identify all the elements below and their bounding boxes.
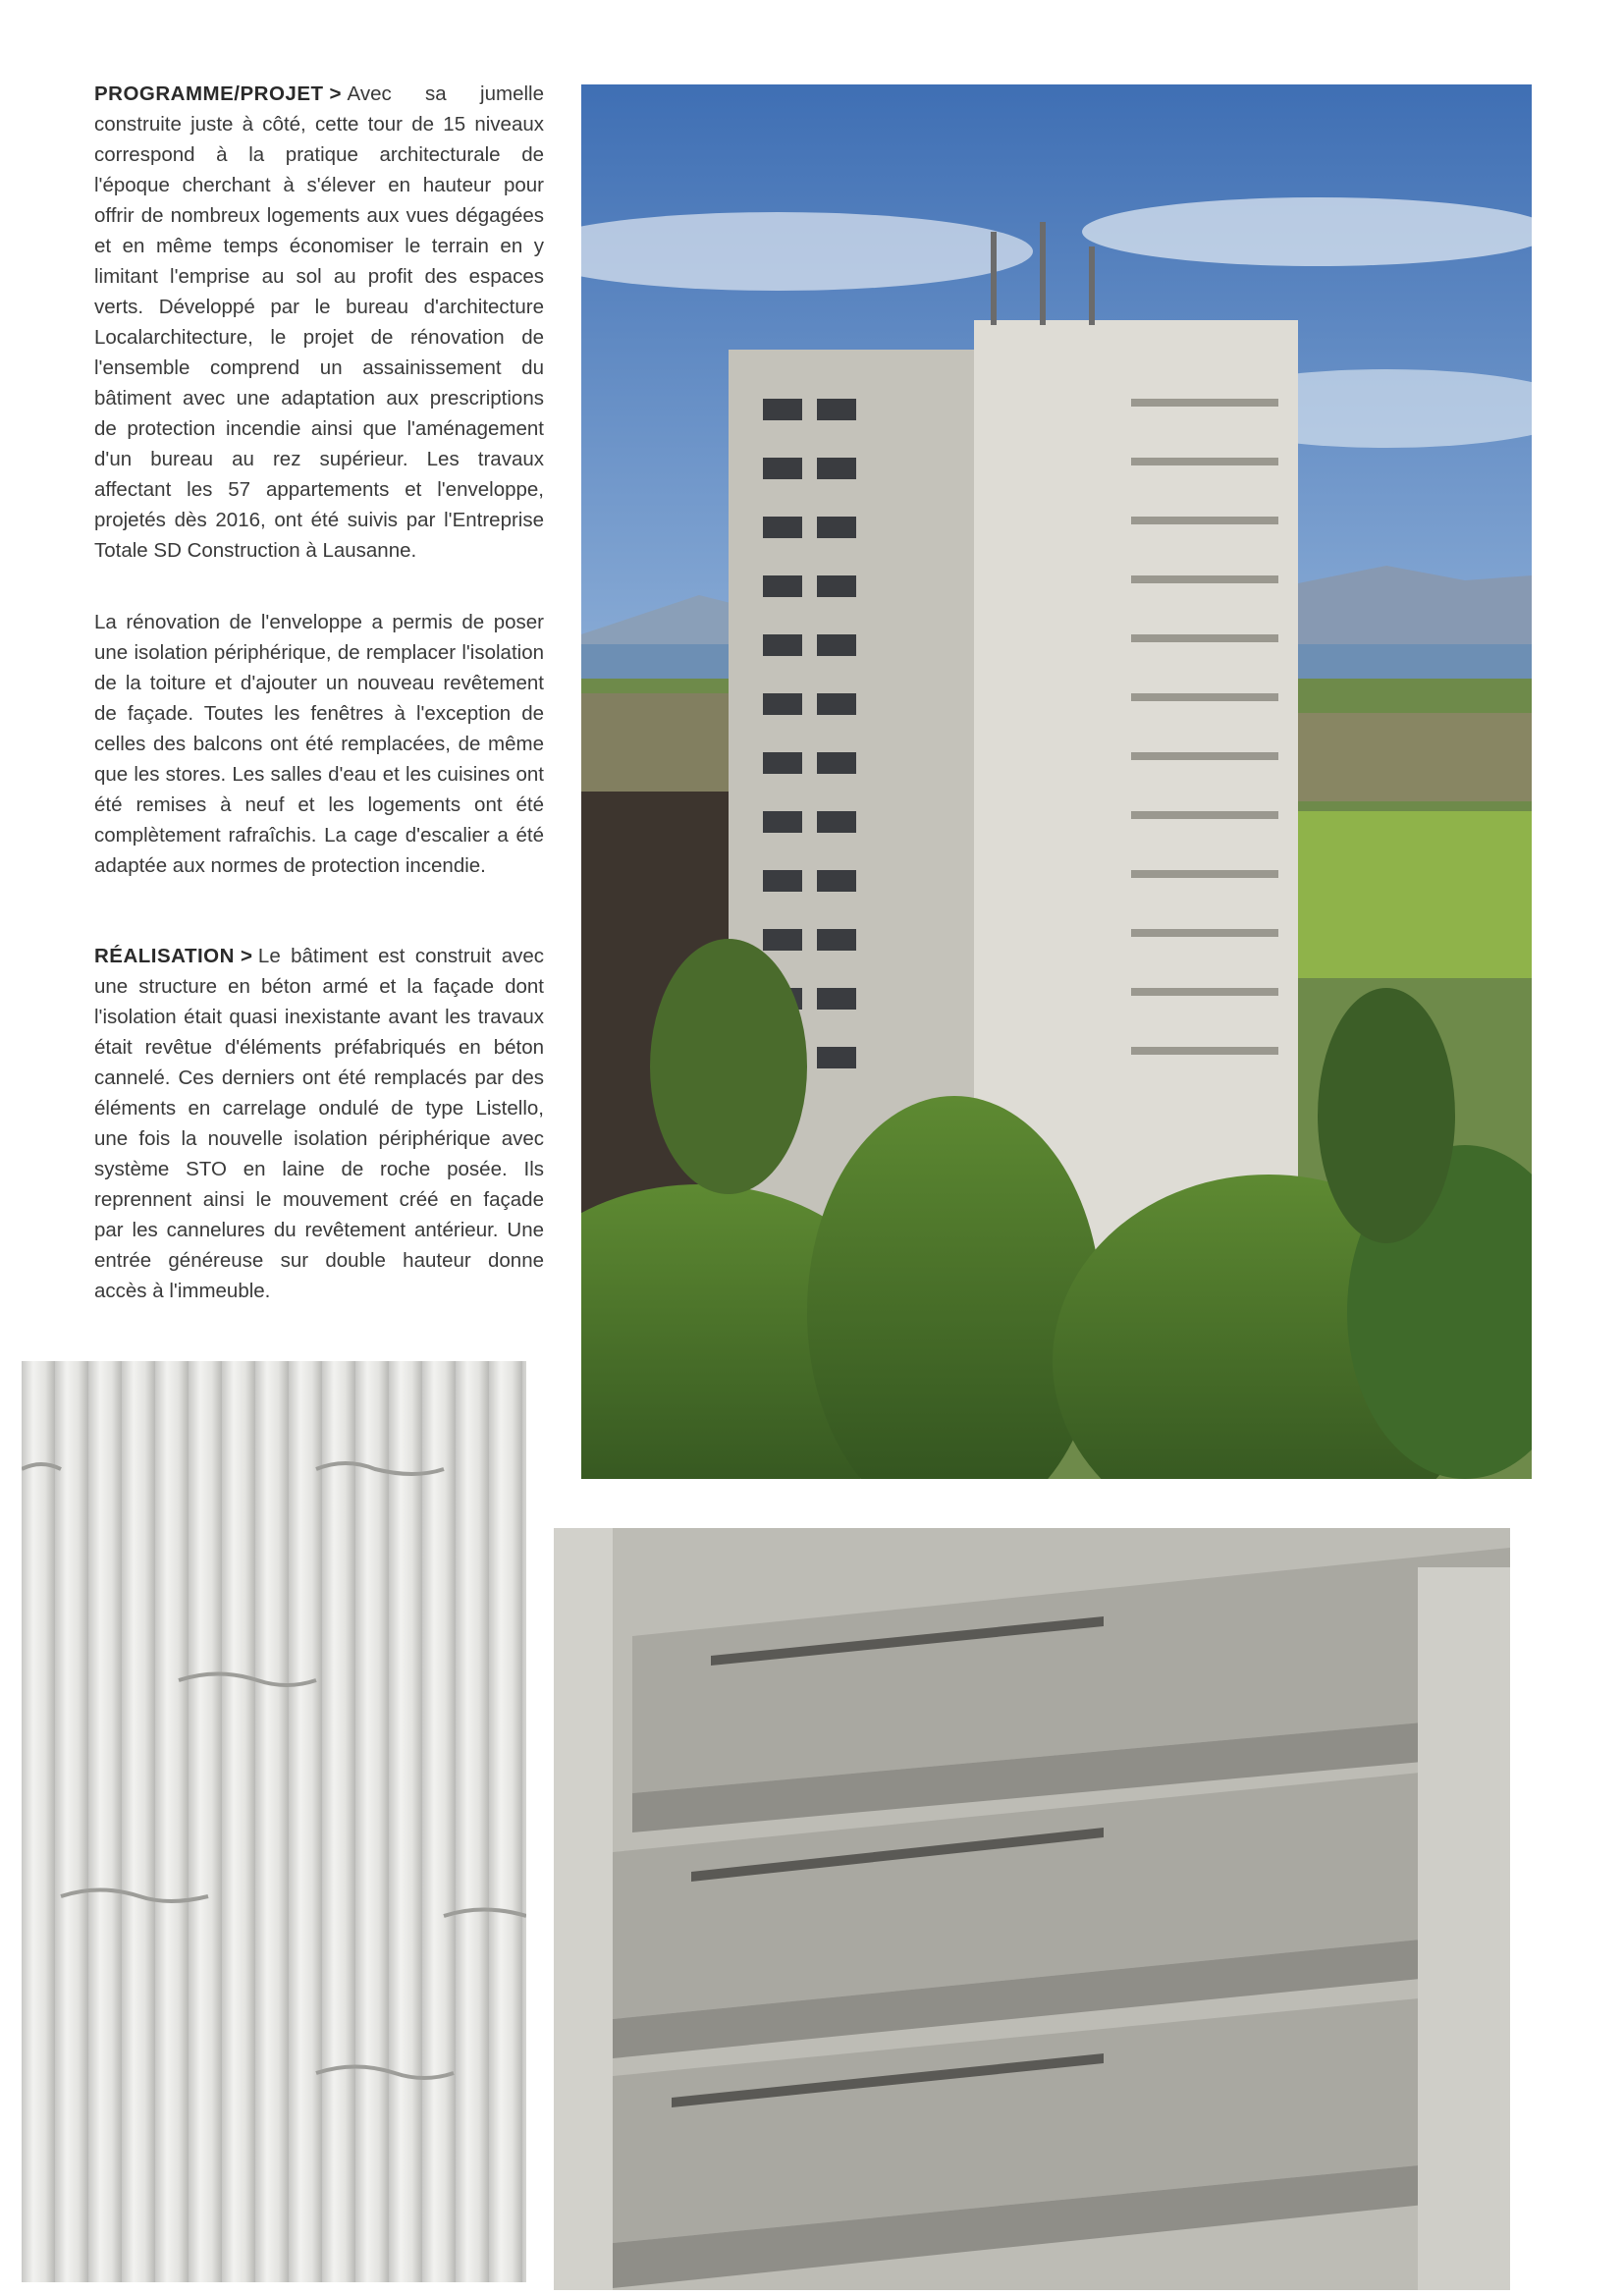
renovation-paragraph <box>94 607 544 881</box>
tile-texture-graphic <box>22 1361 526 2282</box>
programme-lead: PROGRAMME/PROJET <box>94 82 324 105</box>
realisation-paragraph <box>94 941 544 1306</box>
programme-paragraph <box>94 79 544 566</box>
realisation-lead: RÉALISATION <box>94 945 235 967</box>
tile-texture-photo <box>22 1361 526 2282</box>
balcony-graphic <box>554 1528 1510 2290</box>
tower-photo-graphic <box>581 84 1532 1479</box>
renovation-text: La rénovation de l'enveloppe a permis de poser une isolation périphérique, de remplacer l'isolation de la toiture et d'ajouter un nouveau revêtement de façade. Toutes les fenêtres à l'exception de celles des balcons ont été remplacées, de même que les stores. Les salles d'eau et les cuisines ont été remises à neuf et les logements ont été complètement rafraîchis. La cage d'escalier a été adaptée aux normes de protection incendie. <box>94 611 544 877</box>
programme-text: Avec sa jumelle construite juste à côté, cette tour de 15 niveaux correspond à la pratique architecturale de l'époque cherchant à s'élever en hauteur pour offrir de nombreux logements aux vues dégagées et en même temps économiser le terrain en y limitant l'emprise au sol au profit des espaces verts. Développé par le bureau d'architecture Localarchitecture, le projet de rénovation de l'ensemble comprend un assainissement du bâtiment avec une adaptation aux prescriptions de protection incendie ainsi que l'aménagement d'un bureau au rez supérieur. Les travaux affectant les 57 appartements et l'enveloppe, projetés dès 2016, ont été suivis par l'Entreprise Totale SD Construction à Lausanne. <box>94 82 544 562</box>
programme-arrow: > <box>329 82 342 105</box>
tower-photo <box>581 84 1532 1479</box>
balcony-photo <box>554 1528 1510 2290</box>
realisation-arrow: > <box>240 945 252 967</box>
realisation-text: Le bâtiment est construit avec une structure en béton armé et la façade dont l'isolation était quasi inexistante avant les travaux était revêtue d'éléments préfabriqués en béton cannelé. Ces derniers ont été remplacés par des éléments en carrelage ondulé de type Listello, une fois la nouvelle isolation périphérique avec système STO en laine de roche posée. Ils reprennent ainsi le mouvement créé en façade par les cannelures du revêtement antérieur. Une entrée généreuse sur double hauteur donne accès à l'immeuble. <box>94 945 544 1302</box>
